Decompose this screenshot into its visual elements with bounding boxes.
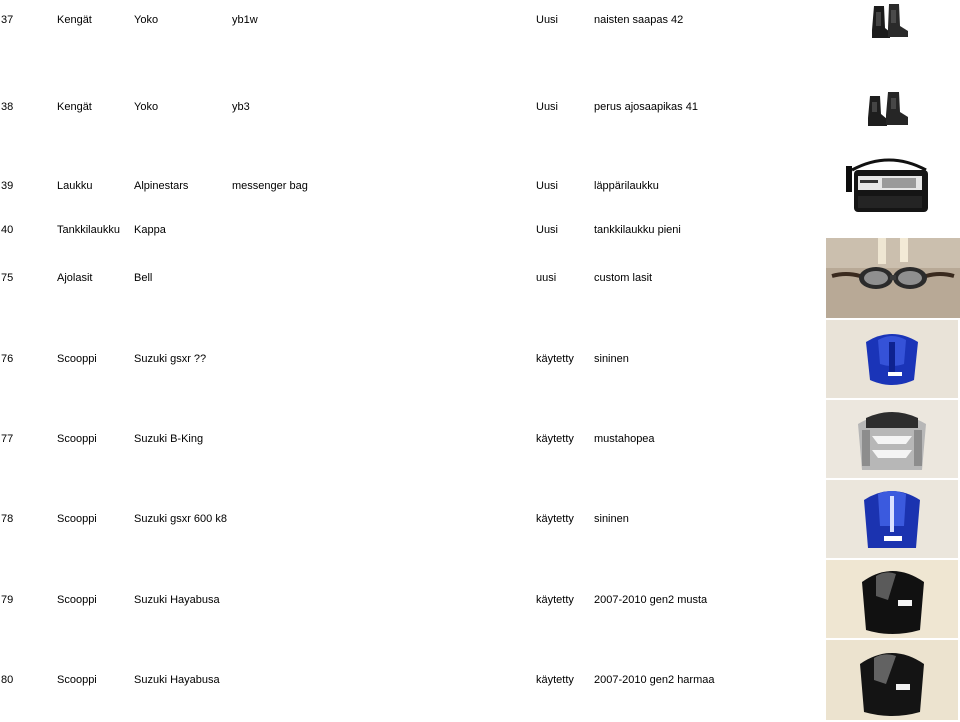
item-condition: Uusi: [536, 180, 559, 192]
boots-photo: [862, 88, 914, 130]
item-brand: Suzuki B-King: [134, 433, 204, 445]
item-category: Ajolasit: [57, 272, 93, 284]
item-description: sininen: [594, 353, 629, 365]
item-number: 80: [1, 674, 14, 686]
item-number: 77: [1, 433, 14, 445]
item-condition: käytetty: [536, 433, 574, 445]
item-number: 76: [1, 353, 14, 365]
item-model: messenger bag: [232, 180, 308, 192]
item-brand: Suzuki Hayabusa: [134, 594, 220, 606]
item-description: mustahopea: [594, 433, 655, 445]
blue-seat-cowl-photo: [826, 320, 958, 398]
item-brand: Yoko: [134, 14, 159, 26]
item-description: custom lasit: [594, 272, 653, 284]
item-condition: käytetty: [536, 513, 574, 525]
item-model: yb3: [232, 101, 250, 113]
item-brand: Suzuki Hayabusa: [134, 674, 220, 686]
item-description: tankkilaukku pieni: [594, 224, 681, 236]
boots-photo: [864, 2, 914, 42]
item-number: 39: [1, 180, 14, 192]
item-condition: Uusi: [536, 14, 559, 26]
item-description: 2007-2010 gen2 musta: [594, 594, 708, 606]
item-description: perus ajosaapikas 41: [594, 101, 698, 113]
item-number: 75: [1, 272, 14, 284]
item-condition: käytetty: [536, 674, 574, 686]
item-category: Scooppi: [57, 513, 97, 525]
item-number: 79: [1, 594, 14, 606]
item-brand: Bell: [134, 272, 153, 284]
item-condition: Uusi: [536, 224, 559, 236]
item-number: 78: [1, 513, 14, 525]
item-number: 40: [1, 224, 14, 236]
item-number: 37: [1, 14, 14, 26]
blue-seat-cowl-photo: [826, 480, 958, 558]
item-category: Laukku: [57, 180, 93, 192]
item-category: Tankkilaukku: [57, 224, 120, 236]
item-description: naisten saapas 42: [594, 14, 684, 26]
item-category: Kengät: [57, 101, 92, 113]
item-brand: Suzuki gsxr 600 k8: [134, 513, 227, 525]
silver-seat-cowl-photo: [826, 400, 958, 478]
black-seat-cowl-photo: [826, 640, 958, 720]
item-category: Kengät: [57, 14, 92, 26]
item-brand: Kappa: [134, 224, 166, 236]
messenger-bag-photo: [842, 156, 936, 218]
item-brand: Alpinestars: [134, 180, 189, 192]
item-category: Scooppi: [57, 594, 97, 606]
item-category: Scooppi: [57, 674, 97, 686]
item-brand: Suzuki gsxr ??: [134, 353, 207, 365]
item-description: sininen: [594, 513, 629, 525]
item-condition: käytetty: [536, 353, 574, 365]
item-description: läppärilaukku: [594, 180, 659, 192]
item-condition: käytetty: [536, 594, 574, 606]
item-category: Scooppi: [57, 433, 97, 445]
black-seat-cowl-photo: [826, 560, 958, 638]
item-condition: Uusi: [536, 101, 559, 113]
goggles-photo: [826, 238, 960, 318]
item-description: 2007-2010 gen2 harmaa: [594, 674, 715, 686]
item-number: 38: [1, 101, 14, 113]
item-brand: Yoko: [134, 101, 159, 113]
item-model: yb1w: [232, 14, 258, 26]
item-condition: uusi: [536, 272, 557, 284]
item-category: Scooppi: [57, 353, 97, 365]
